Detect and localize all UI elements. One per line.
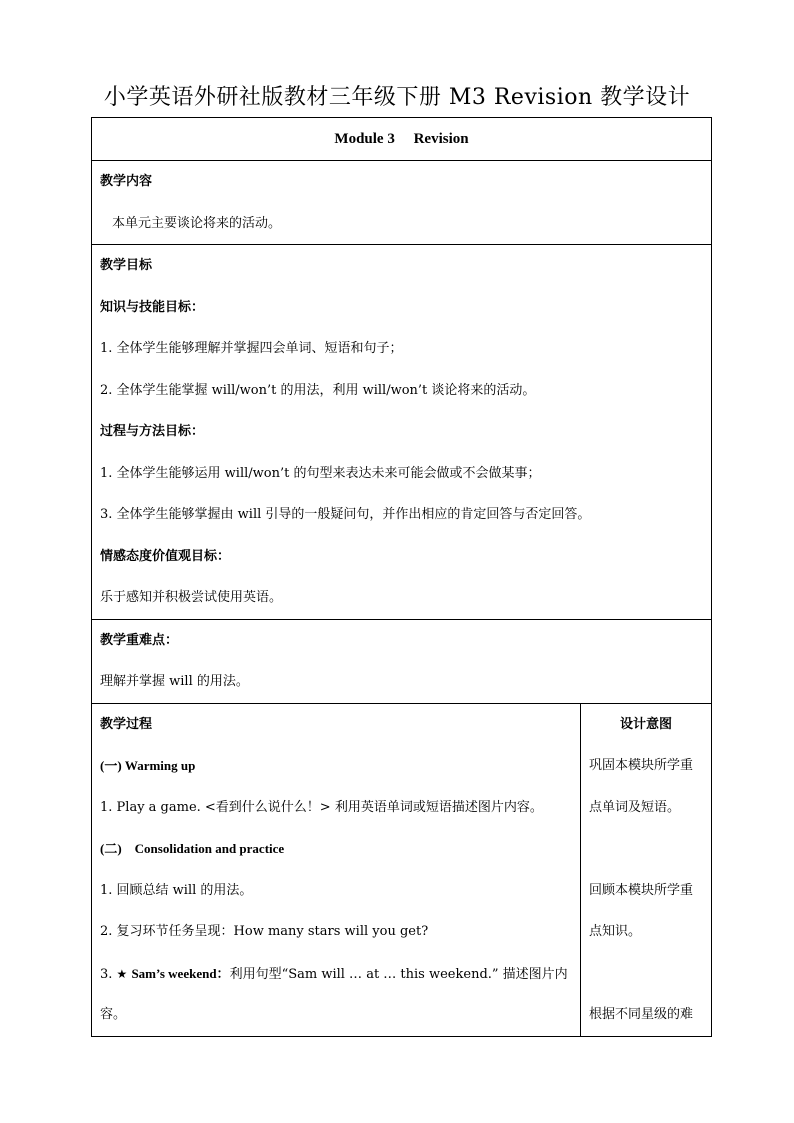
objectives-cell [92, 245, 712, 620]
intent-line [581, 953, 711, 995]
intent-line: 根据不同星级的难 [589, 1007, 694, 1022]
process-heading: 教学过程 [100, 716, 153, 732]
lesson-plan-table [91, 117, 712, 1037]
process-goal-item: 1. 全体学生能够运用 will/won’t 的句型来表达未来可能会做或不会做某事； [100, 465, 541, 481]
process-goal-heading: 过程与方法目标： [100, 424, 205, 439]
intent-cell [581, 703, 712, 1036]
content-cell [92, 161, 712, 245]
key-points-row [92, 619, 712, 703]
module-header: Module 3 Revision [334, 131, 469, 147]
key-points-cell [92, 619, 712, 703]
consolidation-item-3-continued: 容。 [100, 1007, 127, 1022]
intent-line: 点单词及短语。 [589, 799, 681, 815]
emotion-heading: 情感态度价值观目标： [100, 548, 231, 564]
content-text: 本单元主要谈论将来的活动。 [112, 215, 282, 231]
consolidation-item: 2. 复习环节任务呈现：How many stars will you get? [100, 924, 429, 939]
warming-up-heading: (一) Warming up [100, 758, 196, 773]
content-heading: 教学内容 [100, 174, 153, 189]
knowledge-heading: 知识与技能目标： [100, 299, 205, 315]
module-header-row [92, 118, 712, 161]
process-goal-item: 3. 全体学生能够掌握由 will 引导的一般疑问句，并作出相应的肯定回答与否定回答。 [100, 507, 591, 522]
document-title: 小学英语外研社版教材三年级下册 M3 Revision 教学设计 [103, 85, 691, 110]
intent-line [581, 828, 711, 870]
key-points-text: 理解并掌握 will 的用法。 [100, 674, 249, 689]
process-row [92, 703, 712, 1036]
knowledge-item: 1. 全体学生能够理解并掌握四会单词、短语和句子； [100, 341, 403, 356]
emotion-text: 乐于感知并积极尝试使用英语。 [100, 590, 283, 605]
objectives-row [92, 245, 712, 620]
sams-weekend-label: Sam’s weekend： [131, 965, 230, 981]
intent-line: 点知识。 [589, 924, 642, 939]
consolidation-item-3 [92, 953, 580, 995]
consolidation-heading: (二) Consolidation and practice [100, 841, 285, 856]
sams-weekend-text: 利用句型“Sam will … at … this weekend.” 描述图片内 [229, 966, 568, 982]
objectives-heading: 教学目标 [100, 258, 153, 273]
knowledge-item: 2. 全体学生能掌握 will/won’t 的用法，利用 will/won’t 谈论将来的活动。 [100, 382, 536, 398]
intent-heading: 设计意图 [619, 716, 672, 732]
warming-up-item: 1. Play a game. <看到什么说什么！> 利用英语单词或短语描述图片内容。 [100, 799, 543, 815]
key-points-heading: 教学重难点： [100, 632, 179, 648]
process-cell [92, 703, 581, 1036]
content-row [92, 161, 712, 245]
module-header-cell [92, 118, 712, 161]
consolidation-item: 1. 回顾总结 will 的用法。 [100, 882, 253, 898]
item-number: 3. [100, 966, 113, 982]
star-icon: ★ [116, 966, 128, 981]
intent-line: 回顾本模块所学重 [589, 882, 694, 898]
intent-line: 巩固本模块所学重 [589, 758, 694, 773]
